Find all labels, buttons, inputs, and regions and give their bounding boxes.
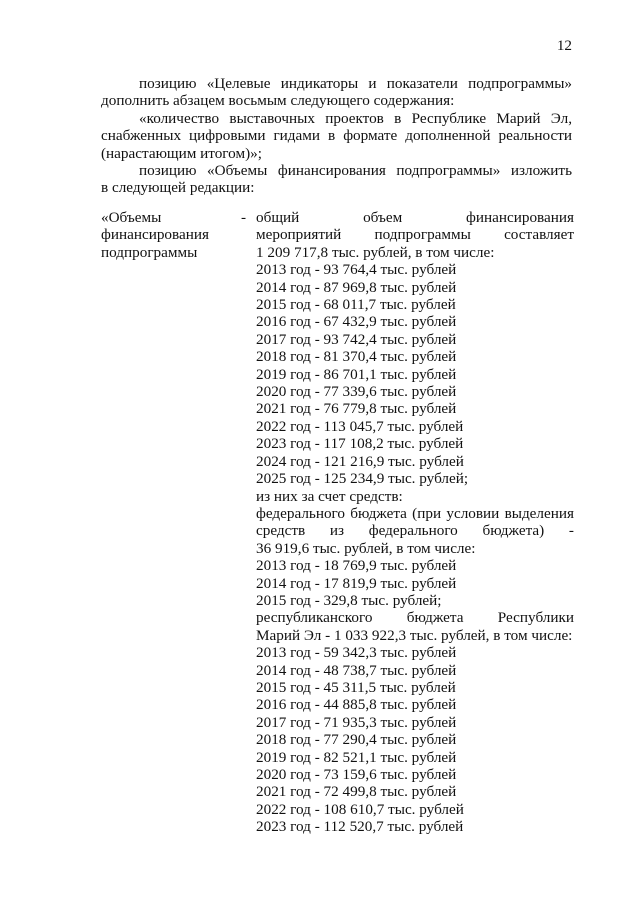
year-line: 2017 год - 71 935,3 тыс. рублей xyxy=(256,713,457,731)
year-line: 2018 год - 77 290,4 тыс. рублей xyxy=(256,731,457,749)
year-line: 2019 год - 82 521,1 тыс. рублей xyxy=(256,748,457,766)
text-line: (нарастающим итогом)»; xyxy=(101,144,262,162)
text-line: дополнить абзацем восьмым следующего содержания: xyxy=(101,92,455,110)
intro-paragraph-1 xyxy=(101,75,572,110)
text-line: в следующей редакции: xyxy=(101,179,255,197)
text-line xyxy=(101,209,246,226)
year-line: 2014 год - 87 969,8 тыс. рублей xyxy=(256,278,457,296)
text-line: 36 919,6 тыс. рублей, в том числе: xyxy=(256,539,476,557)
text-line: из них за счет средств: xyxy=(256,487,403,505)
year-line: 2013 год - 18 769,9 тыс. рублей xyxy=(256,557,457,575)
text-line: позицию «Объемы финансирования подпрограммы» изложить xyxy=(139,162,572,179)
text-line: финансирования xyxy=(101,226,209,244)
text-line: снабженных цифровыми гидами в формате дополненной реальности xyxy=(101,127,572,145)
year-line: 2020 год - 77 339,6 тыс. рублей xyxy=(256,383,457,401)
year-line: 2016 год - 44 885,8 тыс. рублей xyxy=(256,696,457,714)
year-line: 2013 год - 59 342,3 тыс. рублей xyxy=(256,644,457,662)
table-left-column xyxy=(101,209,246,261)
year-line: 2015 год - 45 311,5 тыс. рублей xyxy=(256,678,456,696)
text-line: федерального бюджета (при условии выделения xyxy=(256,504,574,522)
year-line: 2021 год - 76 779,8 тыс. рублей xyxy=(256,400,457,418)
year-line: 2023 год - 112 520,7 тыс. рублей xyxy=(256,818,464,836)
text-line: мероприятий подпрограммы составляет xyxy=(256,226,574,244)
row-title-dash: - xyxy=(240,209,246,226)
year-line: 2024 год - 121 216,9 тыс. рублей xyxy=(256,452,464,470)
year-line: 2014 год - 48 738,7 тыс. рублей xyxy=(256,661,457,679)
text-line: Марий Эл - 1 033 922,3 тыс. рублей, в том числе: xyxy=(256,626,573,644)
year-line: 2019 год - 86 701,1 тыс. рублей xyxy=(256,365,457,383)
year-line: 2022 год - 113 045,7 тыс. рублей xyxy=(256,417,464,435)
text-line: средств из федерального бюджета) - xyxy=(256,522,574,540)
year-line: 2020 год - 73 159,6 тыс. рублей xyxy=(256,766,457,783)
text-line: подпрограммы xyxy=(101,243,198,261)
intro-paragraph-2 xyxy=(101,110,572,162)
text-line: 1 209 717,8 тыс. рублей, в том числе: xyxy=(256,243,495,261)
year-line: 2015 год - 68 011,7 тыс. рублей xyxy=(256,296,456,314)
year-line: 2017 год - 93 742,4 тыс. рублей xyxy=(256,330,457,348)
year-line: 2016 год - 67 432,9 тыс. рублей xyxy=(256,313,457,331)
year-line: 2018 год - 81 370,4 тыс. рублей xyxy=(256,348,457,366)
year-line: 2013 год - 93 764,4 тыс. рублей xyxy=(256,261,457,279)
intro-paragraph-3 xyxy=(101,162,572,197)
table-right-column xyxy=(256,209,574,836)
text-line: позицию «Целевые индикаторы и показатели подпрограммы» xyxy=(139,75,572,92)
page-number: 12 xyxy=(556,37,572,54)
year-line: 2022 год - 108 610,7 тыс. рублей xyxy=(256,800,464,818)
text-line: общий объем финансирования xyxy=(256,209,574,226)
text-line: республиканского бюджета Республики xyxy=(256,609,574,627)
year-line: 2023 год - 117 108,2 тыс. рублей xyxy=(256,435,464,453)
row-title-part: «Объемы xyxy=(101,209,162,226)
year-line: 2021 год - 72 499,8 тыс. рублей xyxy=(256,783,457,801)
year-line: 2025 год - 125 234,9 тыс. рублей; xyxy=(256,470,469,488)
year-line: 2015 год - 329,8 тыс. рублей; xyxy=(256,591,442,609)
text-line: «количество выставочных проектов в Республике Марий Эл, xyxy=(139,110,572,127)
year-line: 2014 год - 17 819,9 тыс. рублей xyxy=(256,574,457,592)
